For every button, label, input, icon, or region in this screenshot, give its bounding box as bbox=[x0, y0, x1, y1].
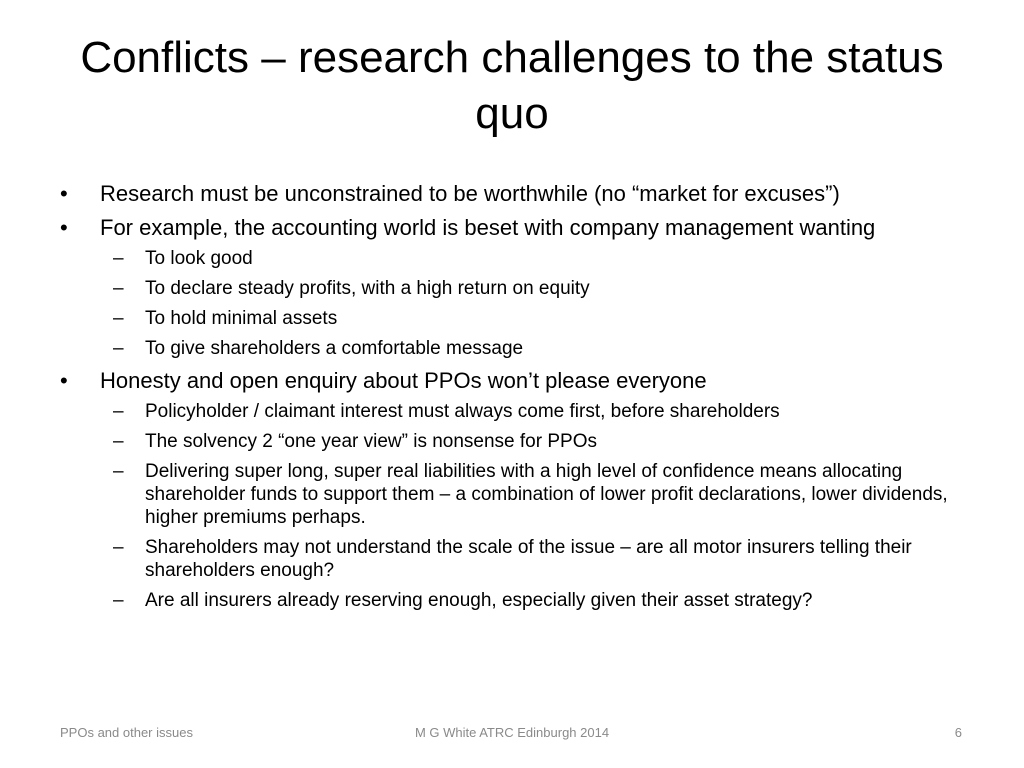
bullet-list bbox=[60, 180, 970, 612]
sub-bullet-marker: – bbox=[113, 278, 124, 299]
slide-title: Conflicts – research challenges to the status quo bbox=[80, 33, 944, 138]
sub-bullet-list bbox=[100, 247, 970, 360]
sub-bullet-marker: – bbox=[113, 431, 124, 452]
sub-bullet-marker: – bbox=[113, 248, 124, 269]
bullet-text: Research must be unconstrained to be worthwhile (no “market for excuses”) bbox=[100, 181, 840, 206]
footer-left-text: PPOs and other issues bbox=[60, 725, 193, 740]
sub-bullet-marker: – bbox=[113, 461, 124, 482]
sub-bullet-item bbox=[100, 460, 970, 529]
sub-bullet-item bbox=[100, 400, 970, 423]
sub-bullet-text: To declare steady profits, with a high return on equity bbox=[145, 278, 590, 299]
sub-bullet-marker: – bbox=[113, 590, 124, 611]
sub-bullet-text: Are all insurers already reserving enough, especially given their asset strategy? bbox=[145, 590, 813, 611]
sub-bullet-item bbox=[100, 430, 970, 453]
sub-bullet-text: To look good bbox=[145, 248, 253, 269]
sub-bullet-text: To hold minimal assets bbox=[145, 308, 338, 329]
sub-bullet-item bbox=[100, 337, 970, 360]
sub-bullet-text: Shareholders may not understand the scale of the issue – are all motor insurers telling their shareholders enough? bbox=[145, 537, 912, 581]
bullet-marker: • bbox=[60, 215, 68, 240]
sub-bullet-text: Policyholder / claimant interest must always come first, before shareholders bbox=[145, 401, 780, 422]
bullet-item bbox=[60, 214, 970, 360]
bullet-text: For example, the accounting world is beset with company management wanting bbox=[100, 215, 876, 240]
bullet-item bbox=[60, 180, 970, 207]
sub-bullet-marker: – bbox=[113, 308, 124, 329]
sub-bullet-marker: – bbox=[113, 338, 124, 359]
bullet-item bbox=[60, 367, 970, 612]
bullet-marker: • bbox=[60, 368, 68, 393]
sub-bullet-item bbox=[100, 589, 970, 612]
sub-bullet-text: The solvency 2 “one year view” is nonsense for PPOs bbox=[145, 431, 597, 452]
bullet-text: Honesty and open enquiry about PPOs won’t please everyone bbox=[100, 368, 707, 393]
sub-bullet-item bbox=[100, 247, 970, 270]
sub-bullet-text: Delivering super long, super real liabilities with a high level of confidence means allocating shareholder funds to support them – a combination of lower profit declarations, lower dividends, higher premiums perhaps. bbox=[145, 461, 948, 528]
sub-bullet-marker: – bbox=[113, 401, 124, 422]
slide-number: 6 bbox=[954, 725, 962, 740]
sub-bullet-marker: – bbox=[113, 537, 124, 558]
bullet-marker: • bbox=[60, 181, 68, 206]
sub-bullet-item bbox=[100, 307, 970, 330]
footer-center-text: M G White ATRC Edinburgh 2014 bbox=[414, 725, 610, 740]
slide-content bbox=[60, 180, 970, 619]
sub-bullet-item bbox=[100, 277, 970, 300]
sub-bullet-list bbox=[100, 400, 970, 612]
sub-bullet-item bbox=[100, 536, 970, 582]
sub-bullet-text: To give shareholders a comfortable message bbox=[145, 338, 524, 359]
